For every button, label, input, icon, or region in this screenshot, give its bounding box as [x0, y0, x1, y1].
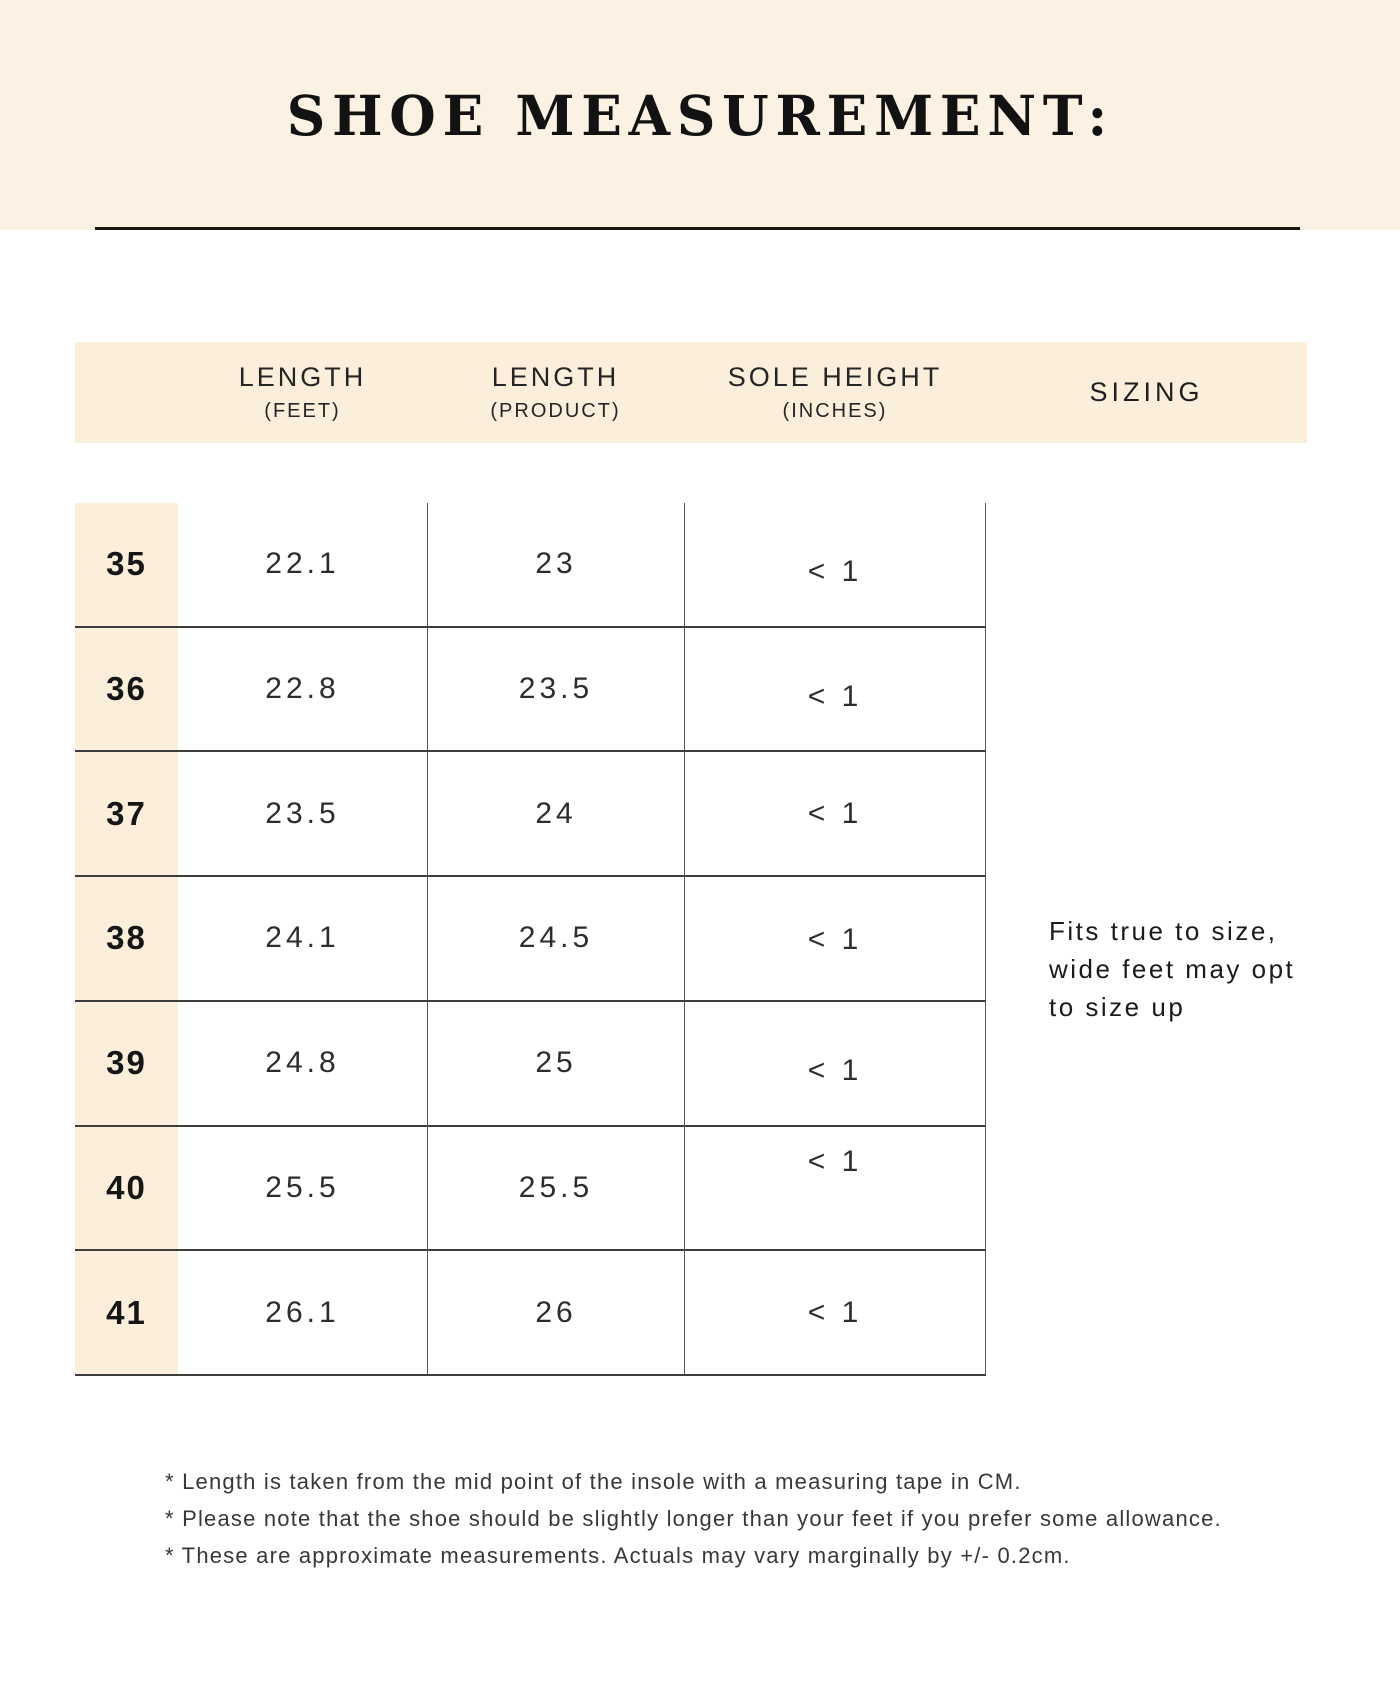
size-cell-value: 40: [106, 1168, 147, 1206]
length-product-cell: [427, 877, 684, 1002]
sole-height-cell: [684, 1127, 986, 1252]
length-product-cell: [427, 1002, 684, 1127]
sole-height-cell: [684, 752, 986, 877]
sole-height-cell: [684, 877, 986, 1002]
footnotes: [165, 1463, 1345, 1574]
length-feet-cell-value: 22.8: [265, 672, 340, 706]
length-product-cell: [427, 1127, 684, 1252]
length-feet-cell-value: 25.5: [265, 1170, 340, 1204]
length-feet-cell-value: 24.8: [265, 1046, 340, 1080]
length-feet-cell-value: 22.1: [265, 547, 340, 581]
length-product-cell-value: 24.5: [518, 921, 594, 955]
sole-height-cell-value: < 1: [807, 555, 863, 589]
length-product-cell: [427, 503, 684, 628]
footnote: * Length is taken from the mid point of the insole with a measuring tape in CM.: [165, 1469, 1022, 1494]
length-feet-cell: [178, 503, 427, 628]
footnote: * These are approximate measurements. Actuals may vary marginally by +/- 0.2cm.: [165, 1543, 1071, 1568]
length-feet-cell: [178, 628, 427, 753]
length-feet-cell-value: 24.1: [265, 921, 340, 955]
size-table: [75, 503, 986, 1376]
column-header-sizing: [986, 342, 1307, 443]
column-header-length-product: [427, 342, 684, 443]
column-header-length-feet: [178, 342, 427, 443]
length-feet-cell: [178, 1127, 427, 1252]
size-cell: [75, 1002, 178, 1127]
length-product-cell: [427, 1251, 684, 1376]
sizing-note-line: wide feet may opt: [1049, 954, 1296, 984]
length-product-cell-value: 24: [535, 796, 577, 830]
sole-height-cell: [684, 1002, 986, 1127]
size-cell: [75, 1251, 178, 1376]
title-underline: [95, 227, 1300, 230]
sizing-note: [1049, 912, 1379, 1026]
size-cell-value: 39: [106, 1044, 147, 1082]
sole-height-cell-value: < 1: [807, 680, 863, 714]
length-product-cell: [427, 752, 684, 877]
page-title: SHOE MEASUREMENT:: [286, 82, 1114, 148]
sole-height-cell-value: < 1: [807, 1144, 863, 1178]
column-label: SOLE HEIGHT: [727, 362, 943, 392]
sole-height-cell: [684, 503, 986, 628]
sole-height-cell-value: < 1: [807, 1295, 863, 1329]
size-cell: [75, 503, 178, 628]
size-cell-value: 41: [106, 1293, 147, 1331]
size-cell: [75, 1127, 178, 1252]
length-feet-cell: [178, 1002, 427, 1127]
sizing-note-line: Fits true to size,: [1049, 916, 1278, 946]
size-cell: [75, 877, 178, 1002]
length-feet-cell-value: 23.5: [265, 796, 340, 830]
length-product-cell-value: 25: [535, 1046, 577, 1080]
size-cell-value: 37: [106, 794, 147, 832]
column-label: LENGTH: [238, 362, 367, 392]
length-product-cell-value: 26: [535, 1295, 577, 1329]
sole-height-cell: [684, 628, 986, 753]
column-label: LENGTH: [491, 362, 620, 392]
footnote: * Please note that the shoe should be slightly longer than your feet if you prefer some allowance.: [165, 1506, 1222, 1531]
column-sublabel: (FEET): [264, 400, 341, 422]
column-sublabel: (INCHES): [782, 400, 888, 422]
length-product-cell-value: 23.5: [518, 672, 594, 706]
size-cell: [75, 752, 178, 877]
length-feet-cell: [178, 752, 427, 877]
length-feet-cell: [178, 1251, 427, 1376]
column-header-sole-height: [684, 342, 986, 443]
sole-height-cell: [684, 1251, 986, 1376]
size-cell-value: 36: [106, 670, 147, 708]
length-product-cell-value: 25.5: [518, 1170, 594, 1204]
size-cell-value: 38: [106, 919, 147, 957]
table-header-band: [75, 342, 1307, 443]
length-product-cell: [427, 628, 684, 753]
sole-height-cell-value: < 1: [807, 796, 863, 830]
length-feet-cell: [178, 877, 427, 1002]
size-cell-value: 35: [106, 545, 147, 583]
column-sublabel: (PRODUCT): [490, 400, 621, 422]
page-banner: [0, 0, 1400, 230]
size-cell: [75, 628, 178, 753]
length-feet-cell-value: 26.1: [265, 1295, 340, 1329]
sole-height-cell-value: < 1: [807, 1054, 863, 1088]
sizing-note-line: to size up: [1049, 992, 1186, 1022]
length-product-cell-value: 23: [535, 547, 577, 581]
sole-height-cell-value: < 1: [807, 923, 863, 957]
column-label: SIZING: [1089, 377, 1204, 407]
